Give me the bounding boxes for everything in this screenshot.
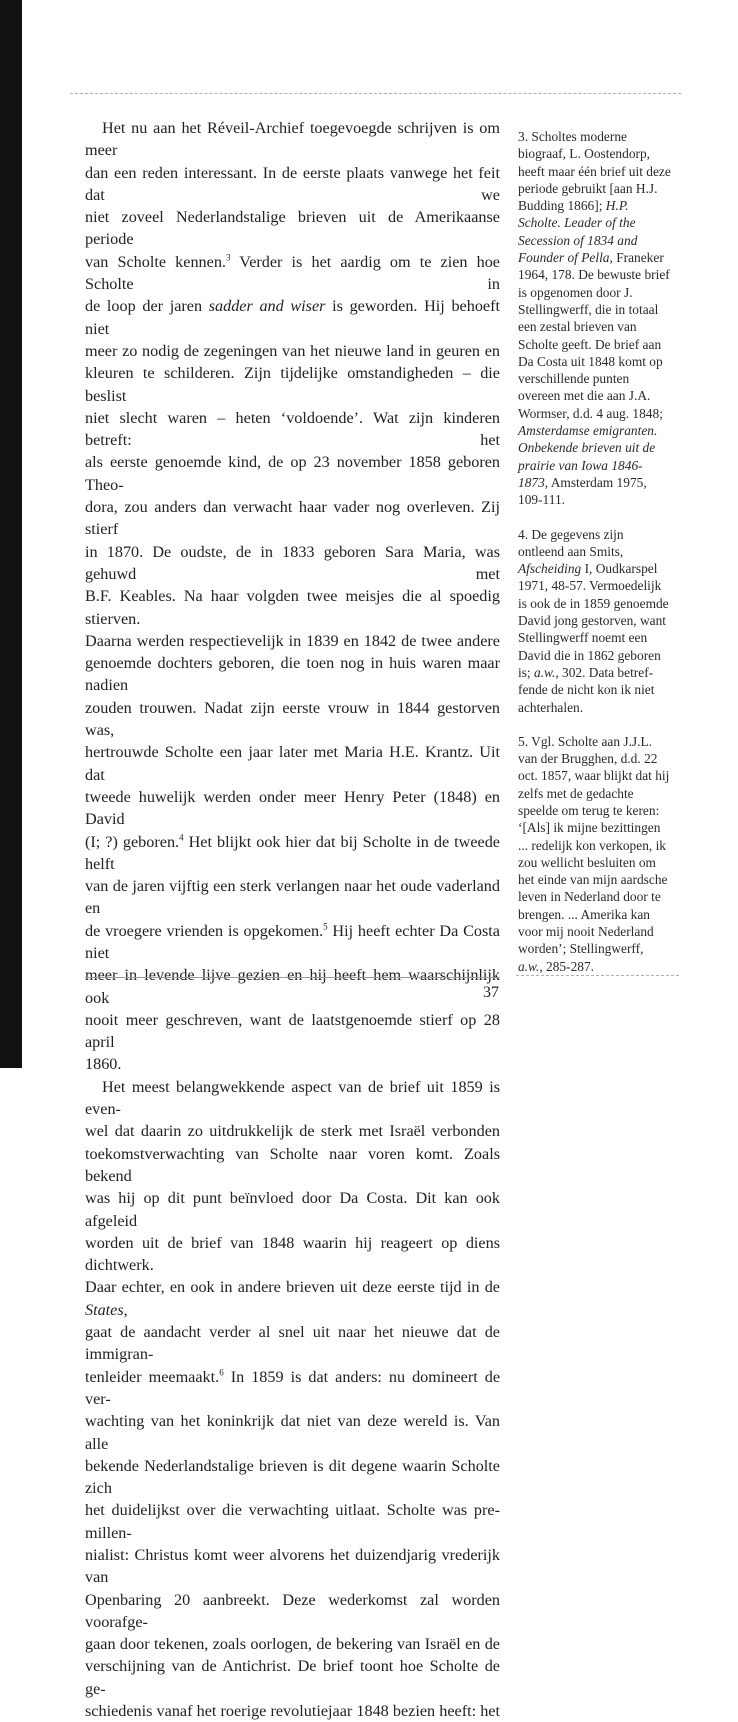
text-line: kleuren te schilderen. Zijn tijdelijke omstandigheden – die beslist — [85, 364, 500, 405]
text-line: meer in levende lijve gezien en hij heeft hem waarschijnlijk ook — [85, 966, 500, 1007]
text-fragment: (I; ?) geboren. — [85, 832, 180, 851]
page-number: 37 — [483, 984, 499, 1001]
text-fragment: Het blijkt ook hier dat bij Scholte in de tweede helft — [85, 832, 500, 873]
text-line: in 1870. De oudste, de in 1833 geboren Sara Maria, was gehuwd met — [85, 542, 500, 583]
note-italic: 1873 — [518, 474, 545, 490]
text-line — [85, 920, 500, 965]
text-line: niet zoveel Nederlandstalige brieven uit de Amerikaanse periode — [85, 208, 500, 249]
note-line: overeen met die aan J.A. — [518, 388, 651, 404]
footnote-4 — [518, 526, 680, 716]
footnote-ref-3: 3 — [225, 252, 231, 263]
note-line: periode gebruikt [aan H.J. — [518, 180, 658, 196]
text-line: 1860. — [85, 1055, 122, 1074]
text-line: Openbaring 20 aanbreekt. Deze wederkomst zal worden voorafge- — [85, 1590, 500, 1631]
text-line: toekomstverwachting van Scholte naar voren komt. Zoals bekend — [85, 1144, 500, 1185]
text-fragment: van Scholte kennen. — [85, 252, 226, 271]
text-line: tweede huwelijk werden onder meer Henry Peter (1848) en David — [85, 787, 500, 829]
text-line: het duidelijkst over die verwachting uitlaat. Scholte was pre-millen- — [85, 1501, 500, 1542]
note-line: heeft maar één brief uit deze — [518, 163, 671, 179]
paragraph-2 — [85, 1076, 500, 1722]
note-fragment: I, Oudkarspel — [581, 561, 658, 577]
text-fragment: In 1859 is dat anders: nu domineert de ver- — [85, 1367, 501, 1408]
text-line: dora, zou anders dan verwacht haar vader nog overleven. Zij stierf — [85, 498, 500, 539]
text-line: bekende Nederlandstalige brieven is dit degene waarin Scholte zich — [85, 1456, 500, 1498]
note-line: ... redelijk kon verkopen, ik — [518, 837, 667, 853]
footnote-ref-6: 6 — [219, 1367, 224, 1378]
note-line: David die in 1862 geboren — [518, 647, 661, 663]
note-line: 3. Scholtes moderne — [518, 129, 627, 144]
text-line: nialist: Christus komt weer alvorens het duizendjarig vrederijk van — [85, 1546, 500, 1587]
note-line: Amsterdamse emigranten. — [518, 423, 658, 439]
note-line: worden’; Stellingwerff, — [518, 941, 644, 957]
text-line: schiedenis vanaf het roerige revolutiejaar 1848 bezien heeft: het — [85, 1702, 500, 1721]
note-italic: Founder of Pella — [518, 250, 610, 266]
text-line: gaat de aandacht verder al snel uit naar het nieuwe dat de immigran- — [85, 1323, 500, 1364]
note-line — [518, 958, 680, 975]
scan-edge-bar — [0, 0, 22, 1068]
italic-phrase: sadder and wiser — [208, 297, 326, 316]
note-line: zou wellicht besluiten om — [518, 854, 656, 870]
text-line: genoemde dochters geboren, die toen nog in huis waren maar nadien — [85, 654, 500, 695]
text-line — [85, 251, 500, 296]
text-line — [85, 1366, 500, 1411]
note-line: is opgenomen door J. — [518, 284, 633, 300]
note-fragment: is; — [518, 664, 534, 680]
note-line: Stellingwerff noemt een — [518, 630, 648, 646]
note-line: ‘[Als] ik mijne bezittingen — [518, 820, 661, 836]
footnote-5 — [518, 733, 680, 975]
text-line — [85, 295, 500, 340]
main-text-column — [85, 117, 500, 1722]
note-line: 4. De gegevens zijn — [518, 526, 624, 542]
text-line: Het meest belangwekkende aspect van de brief uit 1859 is even- — [85, 1077, 500, 1119]
note-italic: a.w. — [534, 664, 556, 680]
text-fragment: Verder is het aardig om te zien hoe Scholte in — [85, 252, 500, 294]
bottom-rule-main — [85, 977, 500, 978]
text-line: nooit meer geschreven, want de laatstgenoemde stierf op 28 april — [85, 1010, 500, 1052]
text-line: Daarna werden respectievelijk in 1839 en 1842 de twee andere — [85, 631, 500, 650]
note-line: Secession of 1834 and — [518, 232, 638, 248]
footnote-ref-4: 4 — [179, 832, 184, 843]
text-fragment: de vroegere vrienden is opgekomen. — [85, 921, 324, 940]
note-italic: Afscheiding — [518, 561, 582, 577]
note-line: ontleend aan Smits, — [518, 543, 624, 559]
note-line — [518, 474, 680, 491]
note-line: Wormser, d.d. 4 aug. 1848; — [518, 405, 663, 421]
text-fragment: Hij heeft echter Da Costa niet — [85, 921, 500, 962]
note-line: is ook de in 1859 genoemde — [518, 595, 669, 611]
note-italic: H.P. — [605, 198, 629, 214]
footnotes-column — [518, 128, 680, 992]
text-fragment: de loop der jaren — [85, 297, 209, 316]
text-line: dan een reden interessant. In de eerste plaats vanwege het feit dat we — [85, 163, 500, 204]
note-line: Scholte. Leader of the — [518, 215, 636, 231]
note-fragment: , 302. Data betref- — [555, 664, 654, 680]
text-line: van de jaren vijftig een sterk verlangen naar het oude vaderland en — [85, 877, 500, 918]
note-line: prairie van Iowa 1846- — [518, 457, 643, 473]
note-line — [518, 560, 680, 577]
note-line: voor mij nooit Nederland — [518, 924, 654, 940]
note-line — [518, 664, 680, 681]
text-line: als eerste genoemde kind, de op 23 november 1858 geboren Theo- — [85, 453, 500, 494]
note-line: biograaf, L. Oostendorp, — [518, 146, 651, 162]
note-italic: a.w. — [518, 958, 540, 974]
text-line — [85, 831, 500, 876]
bottom-rule-notes — [516, 975, 679, 976]
note-fragment: , Amsterdam 1975, — [544, 474, 647, 490]
text-line: B.F. Keables. Na haar volgden twee meisjes die al spoedig stierven. — [85, 587, 500, 628]
text-line: gaan door tekenen, zoals oorlogen, de bekering van Israël en de — [85, 1635, 500, 1654]
text-line: zouden trouwen. Nadat zijn eerste vrouw in 1844 gestorven was, — [85, 698, 500, 740]
note-line: achterhalen. — [518, 699, 584, 715]
text-line: hertrouwde Scholte een jaar later met Maria H.E. Krantz. Uit dat — [85, 743, 500, 784]
text-line — [85, 1276, 500, 1321]
note-line: Stellingwerff, die in totaal — [518, 301, 659, 317]
text-line: worden uit de brief van 1848 waarin hij reageert op diens dichtwerk. — [85, 1233, 500, 1275]
text-fragment: , — [123, 1300, 128, 1319]
paragraph-1 — [85, 117, 500, 1076]
note-line: David jong gestorven, want — [518, 613, 667, 629]
note-line: van der Brugghen, d.d. 22 — [518, 751, 658, 767]
note-line: leven in Nederland door te — [518, 889, 661, 905]
footnote-3 — [518, 128, 680, 509]
text-line: was hij op dit punt beïnvloed door Da Costa. Dit kan ook afgeleid — [85, 1189, 500, 1230]
text-line: verschijning van de Antichrist. De brief toont hoe Scholte de ge- — [85, 1657, 500, 1698]
text-line: wel dat daarin zo uitdrukkelijk de sterk met Israël verbonden — [85, 1122, 500, 1141]
text-fragment: Daar echter, en ook in andere brieven uit deze eerste tijd in de — [85, 1278, 500, 1297]
note-line: oct. 1857, waar blijkt dat hij — [518, 768, 670, 784]
note-line: 1971, 48-57. Vermoedelijk — [518, 578, 662, 594]
note-line — [518, 197, 680, 214]
text-fragment: tenleider meemaakt. — [85, 1367, 220, 1386]
text-line: Het nu aan het Réveil-Archief toegevoegde schrijven is om meer — [85, 119, 500, 160]
note-line: fende de nicht kon ik niet — [518, 682, 655, 698]
top-rule — [70, 93, 681, 94]
note-line: een zestal brieven van — [518, 319, 637, 335]
note-line: 5. Vgl. Scholte aan J.J.L. — [518, 733, 653, 749]
note-line: Da Costa uit 1848 komt op — [518, 353, 663, 369]
note-line: brengen. ... Amerika kan — [518, 906, 651, 922]
italic-phrase: States — [85, 1300, 124, 1319]
text-fragment: is geworden. Hij behoeft niet — [85, 297, 500, 338]
text-line: wachting van het koninkrijk dat niet van deze wereld is. Van alle — [85, 1412, 500, 1453]
note-fragment: Budding 1866]; — [518, 198, 606, 214]
text-line: meer zo nodig de zegeningen van het nieuwe land in geuren en — [85, 341, 500, 360]
note-line: speelde om terug te keren: — [518, 802, 660, 818]
note-fragment: , 285-287. — [539, 958, 595, 974]
footnote-ref-5: 5 — [323, 921, 328, 932]
text-line: niet slecht waren – heten ‘voldoende’. Wat zijn kinderen betreft: het — [85, 408, 500, 450]
note-line: het einde van mijn aardsche — [518, 872, 668, 888]
note-line: verschillende punten — [518, 371, 630, 387]
note-line: Onbekende brieven uit de — [518, 440, 656, 456]
note-fragment: , Franeker — [609, 250, 664, 266]
note-line: 109-111. — [518, 492, 565, 508]
note-line — [518, 249, 680, 266]
note-line: Scholte geeft. De brief aan — [518, 336, 662, 352]
note-line: zelfs met de gedachte — [518, 785, 634, 801]
note-line: 1964, 178. De bewuste brief — [518, 267, 670, 283]
